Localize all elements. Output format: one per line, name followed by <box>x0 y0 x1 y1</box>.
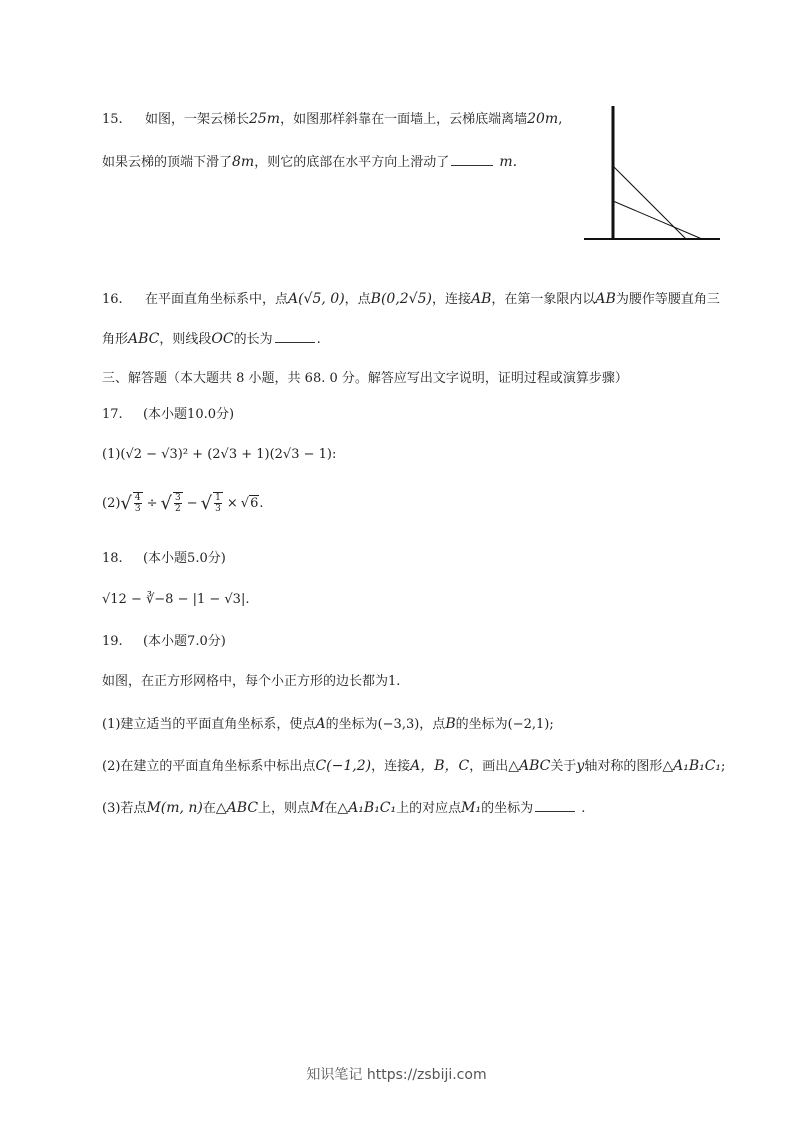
answer-blank[interactable] <box>275 332 315 343</box>
q15-line2: 如果云梯的顶端下滑了8m，则它的底部在水平方向上滑动了 m. <box>102 154 518 170</box>
q19-part2: (2)在建立的平面直角坐标系中标出点C(−1,2)，连接A，B，C，画出△ABC关于y轴对称的图形△A₁B₁C₁; <box>102 758 726 774</box>
ladder-slid <box>613 201 702 239</box>
ladder-slide: 8m <box>232 154 255 170</box>
ladder-figure <box>580 100 725 248</box>
q17-part1: (1)(√2 − √3)² + (2√3 + 1)(2√3 − 1): <box>102 447 337 462</box>
q15-line1: 15. 如图，一架云梯长25m，如图那样斜靠在一面墙上，云梯底端离墙20m, <box>102 111 563 127</box>
q19-part1: (1)建立适当的平面直角坐标系，使点A的坐标为(−3,3)，点B的坐标为(−2,1); <box>102 716 554 732</box>
q15-number: 15. <box>102 112 123 127</box>
ladder-distance: 20m <box>527 111 559 127</box>
q18-expression: √12 − ∛−8 − |1 − √3|. <box>102 592 250 607</box>
section-3-heading: 三、解答题（本大题共 8 小题，共 68. 0 分。解答应写出文字说明，证明过程或演算步骤） <box>102 371 628 386</box>
point-b: B(0,2√5) <box>370 291 432 307</box>
q19-heading: 19. (本小题7.0分) <box>102 634 226 649</box>
q17-part2: (2) √ $\frac{4}{3}$ ÷ √ $\frac{3}{2}$ − √ $\frac{1}{3}$ × √ 6 . <box>102 492 264 514</box>
q16-line2: 角形ABC，则线段OC的长为 . <box>102 331 321 347</box>
q19-intro: 如图，在正方形网格中，每个小正方形的边长都为1. <box>102 674 401 689</box>
q19-part3: (3)若点M(m, n)在△ABC上，则点M在△A₁B₁C₁上的对应点M₁的坐标为 . <box>102 800 586 816</box>
answer-blank[interactable] <box>451 155 493 166</box>
q16-number: 16. <box>102 292 123 307</box>
answer-blank[interactable] <box>535 801 575 812</box>
ladder-initial <box>613 166 686 239</box>
footer-watermark: 知识笔记 https://zsbiji.com <box>306 1067 487 1083</box>
q16-line1: 16. 在平面直角坐标系中，点A(√5, 0)，点B(0,2√5)，连接AB，在第一象限内以AB为腰作等腰直角三 <box>102 291 720 307</box>
q17-heading: 17. (本小题10.0分) <box>102 407 235 422</box>
ladder-length: 25m <box>248 111 281 127</box>
q18-heading: 18. (本小题5.0分) <box>102 551 226 566</box>
point-a: A(√5, 0) <box>287 291 345 307</box>
